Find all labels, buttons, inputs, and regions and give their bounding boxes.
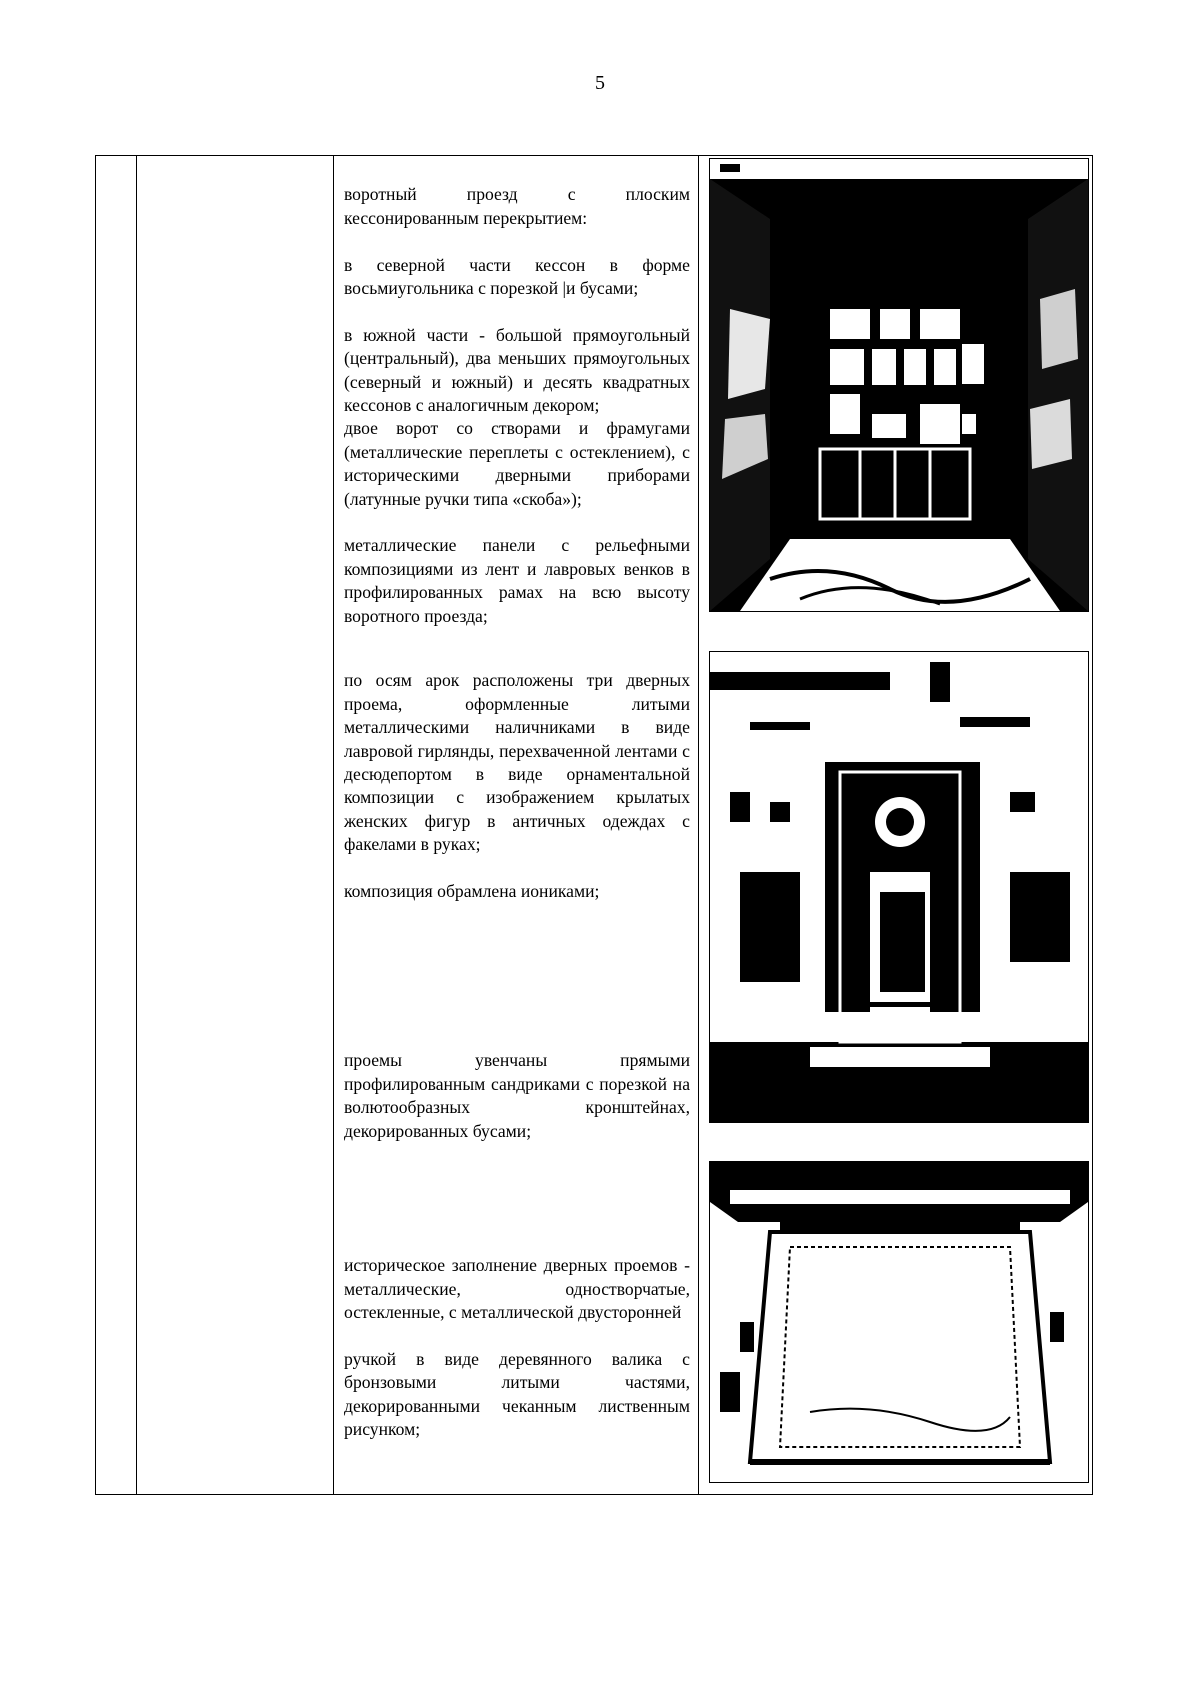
monument-table bbox=[95, 155, 1093, 1495]
description-block-5 bbox=[344, 1231, 690, 1465]
doorway-casing-photo bbox=[709, 651, 1089, 1123]
paragraph: композиция обрамлена иониками; bbox=[344, 881, 600, 902]
table-row bbox=[96, 156, 1093, 1495]
paragraph: двое ворот со створами и фрамугами (металлические переплеты с остеклением), с историческими дверными приборами (латунные ручки типа «скоба»); bbox=[344, 418, 690, 509]
paragraph: в северной части кессон в форме восьмиугольника с порезкой |и бусами; bbox=[344, 254, 690, 299]
subject-cell bbox=[137, 156, 334, 1495]
page-number: 5 bbox=[595, 72, 605, 94]
description-block-3 bbox=[344, 646, 690, 927]
door-handle-photo bbox=[709, 1161, 1089, 1483]
paragraph: проемы увенчаны прямыми профилированным сандриками с порезкой на волютообразных кронштейнах, декорированных бусами; bbox=[344, 1050, 690, 1141]
description-cell bbox=[334, 156, 699, 1495]
paragraph: металлические панели с рельефными композициями из лент и лавровых венков в профилированных рамах на всю высоту воротного проезда; bbox=[344, 535, 690, 626]
paragraph: воротный проезд с плоским кессонированным перекрытием: bbox=[344, 184, 690, 228]
paragraph: историческое заполнение дверных проемов - металлические, одностворчатые, остекленные, с металлической двусторонней bbox=[344, 1255, 690, 1323]
paragraph: по осям арок расположены три дверных проема, оформленные литыми металлическими наличниками в виде лавровой гирлянды, перехваченной лентами с десюдепортом в виде орнаментальной композиции с изображением крылатых женских фигур в античных одеждах с факелами в руках; bbox=[344, 670, 690, 855]
row-number-cell bbox=[96, 156, 137, 1495]
gate-passage-photo bbox=[709, 158, 1089, 612]
description-block-2 bbox=[344, 394, 690, 651]
photo-cell bbox=[699, 156, 1093, 1495]
paragraph: ручкой в виде деревянного валика с бронзовыми литыми частями, декорированными чеканным лиственным рисунком; bbox=[344, 1349, 690, 1440]
description-block-4 bbox=[344, 1026, 690, 1166]
paragraph: в южной части - большой прямоугольный (центральный), два меньших прямоугольных (северный и южный) и десять квадратных кессонов с аналогичным декором; bbox=[344, 324, 690, 416]
